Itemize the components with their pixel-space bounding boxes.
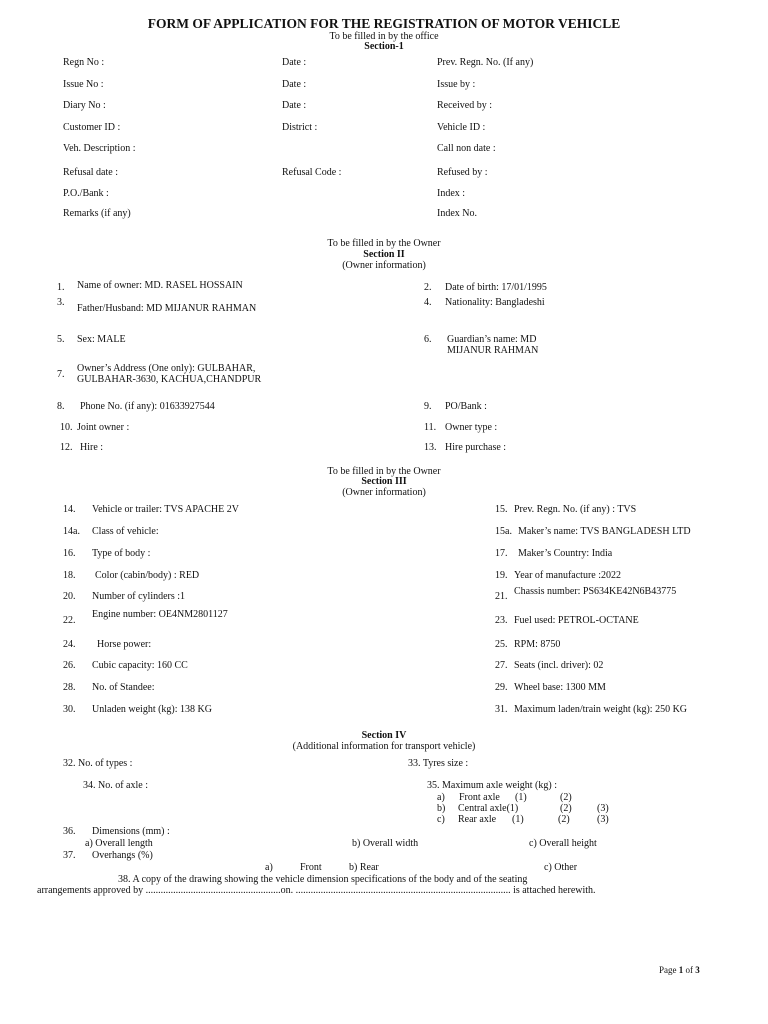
item-number-6: 6. bbox=[424, 334, 432, 345]
call-non-date-field: Call non date : bbox=[437, 143, 496, 154]
guardian-name-field-cont: MIJANUR RAHMAN bbox=[447, 345, 539, 356]
central-axle-3: (3) bbox=[597, 803, 609, 814]
date-field-3: Date : bbox=[282, 100, 307, 111]
item-number-15: 15. bbox=[495, 504, 508, 515]
max-laden-weight-field: Maximum laden/train weight (kg): 250 KG bbox=[514, 704, 688, 715]
number-of-cylinders-field: Number of cylinders :1 bbox=[92, 591, 186, 602]
fuel-used-field: Fuel used: PETROL-OCTANE bbox=[514, 615, 639, 626]
date-field-2: Date : bbox=[282, 79, 307, 90]
overhang-rear: b) Rear bbox=[349, 862, 379, 873]
prev-regn-field: Prev. Regn. No. (If any) bbox=[437, 57, 534, 68]
item-number-14a: 14a. bbox=[63, 526, 80, 537]
maker-name-field: Maker’s name: TVS BANGLADESH LTD bbox=[518, 526, 691, 537]
index-field: Index : bbox=[437, 188, 466, 199]
index-no-field: Index No. bbox=[437, 208, 477, 219]
issue-by-field: Issue by : bbox=[437, 79, 476, 90]
item-number-12: 12. bbox=[60, 442, 73, 453]
remarks-field: Remarks (if any) bbox=[63, 208, 131, 219]
item-number-2: 2. bbox=[424, 282, 432, 293]
rear-axle-3: (3) bbox=[597, 814, 609, 825]
item-number-15a: 15a. bbox=[495, 526, 512, 537]
page-of: of bbox=[683, 965, 696, 975]
overall-width-field: b) Overall width bbox=[352, 838, 419, 849]
front-axle-label: Front axle bbox=[459, 792, 500, 803]
item-number-10: 10. bbox=[60, 422, 73, 433]
hire-field: Hire : bbox=[80, 442, 104, 453]
chassis-number-field: Chassis number: PS634KE42N6B43775 bbox=[514, 586, 677, 597]
item-number-5: 5. bbox=[57, 334, 65, 345]
item-number-37: 37. bbox=[63, 850, 76, 861]
drawing-approval-line: arrangements approved by ......................................................on. ...................................................................................... is attached herewith. bbox=[37, 885, 596, 896]
section-3-title: Section III bbox=[361, 476, 407, 487]
veh-description-field: Veh. Description : bbox=[63, 143, 136, 154]
joint-owner-field: Joint owner : bbox=[77, 422, 130, 433]
color-field: Color (cabin/body) : RED bbox=[95, 570, 200, 581]
no-of-types-field: 32. No. of types : bbox=[63, 758, 133, 769]
section-1-title: Section-1 bbox=[364, 41, 404, 52]
section-4-title: Section IV bbox=[361, 730, 407, 741]
no-of-axle-field: 34. No. of axle : bbox=[83, 780, 148, 791]
wheel-base-field: Wheel base: 1300 MM bbox=[514, 682, 606, 693]
owner-address-field: Owner’s Address (One only): GULBAHAR, bbox=[77, 363, 256, 374]
po-bank-field: P.O./Bank : bbox=[63, 188, 109, 199]
no-of-standee-field: No. of Standee: bbox=[92, 682, 155, 693]
type-of-body-field: Type of body : bbox=[92, 548, 151, 559]
max-axle-weight-field: 35. Maximum axle weight (kg) : bbox=[427, 780, 557, 791]
item-number-27: 27. bbox=[495, 660, 508, 671]
year-of-manufacture-field: Year of manufacture :2022 bbox=[514, 570, 622, 581]
owner-address-field-cont: GULBAHAR-3630, KACHUA,CHANDPUR bbox=[77, 374, 262, 385]
customer-id-field: Customer ID : bbox=[63, 122, 121, 133]
cubic-capacity-field: Cubic capacity: 160 CC bbox=[92, 660, 188, 671]
received-by-field: Received by : bbox=[437, 100, 492, 111]
axle-b-label: b) bbox=[437, 803, 446, 814]
item-number-21: 21. bbox=[495, 591, 508, 602]
section-3-intro: To be filled in by the Owner bbox=[327, 466, 441, 477]
item-number-9: 9. bbox=[424, 401, 432, 412]
seats-field: Seats (incl. driver): 02 bbox=[514, 660, 604, 671]
class-of-vehicle-field: Class of vehicle: bbox=[92, 526, 159, 537]
unladen-weight-field: Unladen weight (kg): 138 KG bbox=[92, 704, 212, 715]
drawing-copy-statement: 38. A copy of the drawing showing the vehicle dimension specifications of the body and of the seating bbox=[118, 874, 528, 885]
dimensions-field: Dimensions (mm) : bbox=[92, 826, 170, 837]
front-axle-2: (2) bbox=[560, 792, 572, 803]
item-number-17: 17. bbox=[495, 548, 508, 559]
prev-regn-owner-field: Prev. Regn. No. (if any) : TVS bbox=[514, 504, 637, 515]
maker-country-field: Maker’s Country: India bbox=[518, 548, 613, 559]
item-number-18: 18. bbox=[63, 570, 76, 581]
item-number-22: 22. bbox=[63, 615, 76, 626]
item-number-24: 24. bbox=[63, 639, 76, 650]
item-number-16: 16. bbox=[63, 548, 76, 559]
item-number-11: 11. bbox=[424, 422, 437, 433]
item-number-26: 26. bbox=[63, 660, 76, 671]
section-3-subtitle: (Owner information) bbox=[342, 487, 426, 498]
horse-power-field: Horse power: bbox=[97, 639, 152, 650]
item-number-31: 31. bbox=[495, 704, 508, 715]
refusal-code-field: Refusal Code : bbox=[282, 167, 342, 178]
overhangs-field: Overhangs (%) bbox=[92, 850, 153, 861]
guardian-name-field: Guardian’s name: MD bbox=[447, 334, 537, 345]
axle-c-label: c) bbox=[437, 814, 445, 825]
item-number-1: 1. bbox=[57, 282, 65, 293]
item-number-13: 13. bbox=[424, 442, 437, 453]
page-current: 1 bbox=[678, 965, 684, 975]
item-number-29: 29. bbox=[495, 682, 508, 693]
item-number-14: 14. bbox=[63, 504, 76, 515]
front-axle-1: (1) bbox=[515, 792, 527, 803]
phone-field: Phone No. (if any): 01633927544 bbox=[80, 401, 215, 412]
owner-name-field: Name of owner: MD. RASEL HOSSAIN bbox=[77, 280, 243, 291]
item-number-36: 36. bbox=[63, 826, 76, 837]
axle-a-label: a) bbox=[437, 792, 445, 803]
overall-height-field: c) Overall height bbox=[529, 838, 597, 849]
page-total: 3 bbox=[695, 965, 700, 975]
item-number-20: 20. bbox=[63, 591, 76, 602]
section-2-title: Section II bbox=[363, 249, 405, 260]
po-bank-owner-field: PO/Bank : bbox=[445, 401, 487, 412]
section-4-subtitle: (Additional information for transport vehicle) bbox=[292, 741, 476, 752]
rpm-field: RPM: 8750 bbox=[514, 639, 561, 650]
item-number-28: 28. bbox=[63, 682, 76, 693]
rear-axle-2: (2) bbox=[558, 814, 570, 825]
rear-axle-1: (1) bbox=[512, 814, 524, 825]
hire-purchase-field: Hire purchase : bbox=[445, 442, 507, 453]
item-number-19: 19. bbox=[495, 570, 508, 581]
item-number-25: 25. bbox=[495, 639, 508, 650]
refused-by-field: Refused by : bbox=[437, 167, 488, 178]
tyres-size-field: 33. Tyres size : bbox=[408, 758, 469, 769]
vehicle-trailer-field: Vehicle or trailer: TVS APACHE 2V bbox=[92, 504, 239, 515]
overhang-other: c) Other bbox=[544, 862, 578, 873]
central-axle-2: (2) bbox=[560, 803, 572, 814]
district-field: District : bbox=[282, 122, 318, 133]
item-number-7: 7. bbox=[57, 369, 65, 380]
item-number-30: 30. bbox=[63, 704, 76, 715]
vehicle-id-field: Vehicle ID : bbox=[437, 122, 486, 133]
item-number-4: 4. bbox=[424, 297, 432, 308]
refusal-date-field: Refusal date : bbox=[63, 167, 118, 178]
father-husband-field: Father/Husband: MD MIJANUR RAHMAN bbox=[77, 303, 257, 314]
diary-no-field: Diary No : bbox=[63, 100, 106, 111]
date-of-birth-field: Date of birth: 17/01/1995 bbox=[445, 282, 547, 293]
item-number-3: 3. bbox=[57, 297, 65, 308]
sex-field: Sex: MALE bbox=[77, 334, 126, 345]
page-number bbox=[659, 964, 700, 976]
date-field-1: Date : bbox=[282, 57, 307, 68]
form-title: FORM OF APPLICATION FOR THE REGISTRATION OF MOTOR VEHICLE bbox=[147, 16, 621, 31]
overhang-a-label: a) bbox=[265, 862, 273, 873]
section-2-subtitle: (Owner information) bbox=[342, 260, 426, 271]
central-axle-label: Central axle(1) bbox=[458, 803, 519, 814]
page-prefix: Page bbox=[659, 965, 679, 975]
regn-no-field: Regn No : bbox=[63, 57, 105, 68]
engine-number-field: Engine number: OE4NM2801127 bbox=[92, 609, 228, 620]
section-2-intro: To be filled in by the Owner bbox=[327, 238, 441, 249]
office-note: To be filled in by the office bbox=[329, 31, 439, 42]
rear-axle-label: Rear axle bbox=[458, 814, 497, 825]
item-number-23: 23. bbox=[495, 615, 508, 626]
overall-length-field: a) Overall length bbox=[85, 838, 153, 849]
overhang-front: Front bbox=[300, 862, 322, 873]
issue-no-field: Issue No : bbox=[63, 79, 104, 90]
nationality-field: Nationality: Bangladeshi bbox=[445, 297, 545, 308]
item-number-8: 8. bbox=[57, 401, 65, 412]
owner-type-field: Owner type : bbox=[445, 422, 498, 433]
